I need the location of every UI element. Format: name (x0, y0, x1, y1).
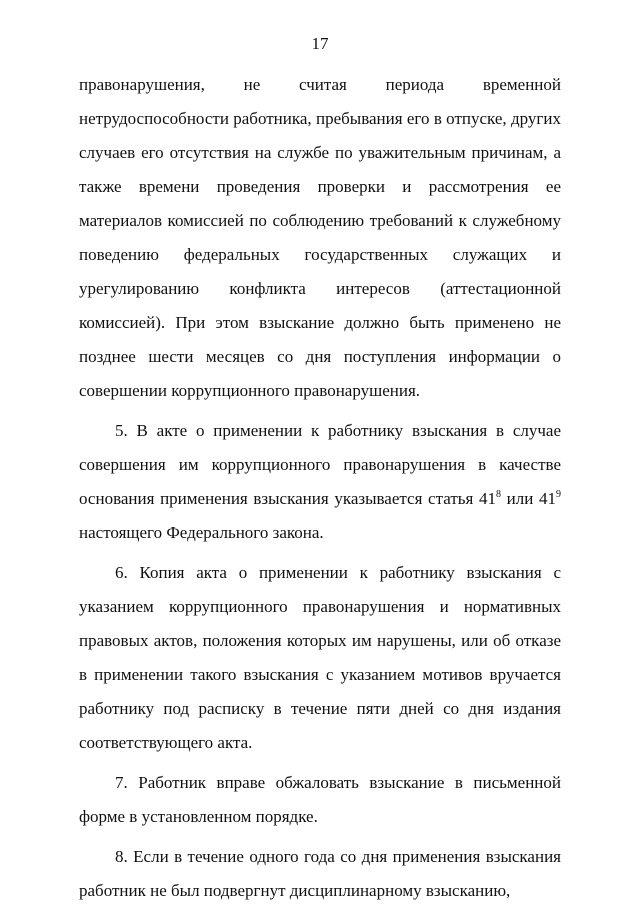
article-superscript-9: 9 (556, 489, 561, 500)
paragraph-5-text-middle: или 41 (501, 489, 556, 508)
article-superscript-8: 8 (496, 489, 501, 500)
paragraph-continued: правонарушения, не считая периода временной нетрудоспособности работника, пребывания его в отпуске, других случаев его отсутствия на службе по уважительным причинам, а также времени проведения проверки и рассмотрения ее материалов комиссией по соблюдению требований к служебному поведению федеральных государственных служащих и урегулированию конфликта интересов (аттестационной комиссией). При этом взыскание должно быть применено не позднее шести месяцев со дня поступления информации о совершении коррупционного правонарушения. (79, 75, 561, 400)
page-number: 17 (311, 34, 329, 53)
paragraph-7: 7. Работник вправе обжаловать взыскание в письменной форме в установленном порядке. (79, 773, 561, 826)
paragraph-5 (79, 414, 561, 550)
paragraph-5-text-before: 5. В акте о применении к работнику взыскания в случае совершения им коррупционного правонарушения в качестве основания применения взыскания указывается статья 41 (79, 421, 561, 508)
paragraph-5-text-after: настоящего Федерального закона. (79, 523, 324, 542)
paragraph-8: 8. Если в течение одного года со дня применения взыскания работник не был подвергнут дисциплинарному взысканию, (79, 847, 561, 900)
document-body (79, 68, 561, 908)
paragraph-6: 6. Копия акта о применении к работнику взыскания с указанием коррупционного правонарушения и нормативных правовых актов, положения которых им нарушены, или об отказе в применении такого взыскания с указанием мотивов вручается работнику под расписку в течение пяти дней со дня издания соответствующего акта. (79, 563, 561, 752)
